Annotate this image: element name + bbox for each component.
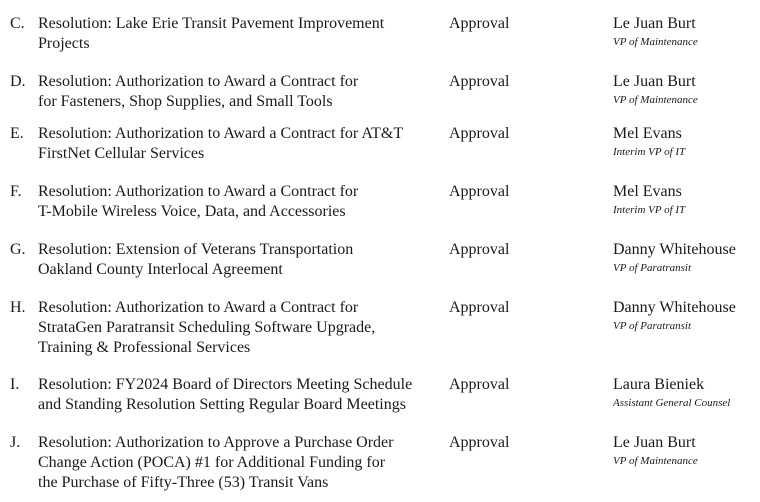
- item-description: [38, 240, 438, 280]
- presenter: [613, 124, 685, 159]
- item-action: Approval: [449, 73, 510, 90]
- presenter-name: Le Juan Burt: [613, 15, 696, 32]
- description-line: T-Mobile Wireless Voice, Data, and Accessories: [38, 203, 346, 220]
- item-letter: C.: [10, 15, 25, 32]
- item-action: Approval: [449, 241, 510, 258]
- presenter-title: Interim VP of IT: [613, 146, 686, 158]
- presenter-title: VP of Paratransit: [613, 262, 692, 274]
- item-action: Approval: [449, 183, 510, 200]
- description-line: Oakland County Interlocal Agreement: [38, 261, 283, 278]
- item-letter: D.: [10, 73, 26, 90]
- description-line: Resolution: Authorization to Award a Contract for AT&T: [38, 125, 404, 142]
- presenter: [613, 298, 736, 333]
- presenter-name: Le Juan Burt: [613, 434, 696, 451]
- item-letter: G.: [10, 241, 26, 258]
- item-letter: I.: [10, 376, 20, 393]
- description-line: Resolution: Authorization to Award a Contract for: [38, 73, 359, 90]
- description-line: Projects: [38, 35, 90, 52]
- presenter-title: VP of Maintenance: [613, 94, 698, 106]
- description-line: Resolution: Authorization to Award a Contract for: [38, 183, 359, 200]
- description-line: Change Action (POCA) #1 for Additional Funding for: [38, 454, 386, 471]
- presenter-title: VP of Maintenance: [613, 36, 698, 48]
- item-description: [38, 124, 438, 164]
- presenter-title: Assistant General Counsel: [613, 397, 731, 409]
- item-letter: J.: [10, 434, 21, 451]
- item-action: Approval: [449, 376, 510, 393]
- item-description: [38, 433, 438, 493]
- description-line: Resolution: Lake Erie Transit Pavement Improvement: [38, 15, 385, 32]
- presenter: [613, 433, 698, 468]
- item-description: [38, 72, 438, 112]
- presenter-title: VP of Maintenance: [613, 455, 698, 467]
- description-line: Training & Professional Services: [38, 339, 251, 356]
- presenter-name: Danny Whitehouse: [613, 241, 736, 258]
- presenter: [613, 375, 730, 410]
- item-description: [38, 375, 438, 415]
- presenter: [613, 72, 698, 107]
- presenter: [613, 182, 685, 217]
- item-action: Approval: [449, 125, 510, 142]
- item-letter: F.: [10, 183, 22, 200]
- item-action: Approval: [449, 434, 510, 451]
- presenter-title: VP of Paratransit: [613, 320, 692, 332]
- item-description: [38, 182, 438, 222]
- item-action: Approval: [449, 299, 510, 316]
- presenter-name: Mel Evans: [613, 125, 682, 142]
- item-description: [38, 298, 438, 358]
- description-line: FirstNet Cellular Services: [38, 145, 205, 162]
- item-action: Approval: [449, 15, 510, 32]
- presenter-title: Interim VP of IT: [613, 204, 686, 216]
- presenter: [613, 14, 698, 49]
- presenter-name: Danny Whitehouse: [613, 299, 736, 316]
- description-line: Resolution: Authorization to Award a Contract for: [38, 299, 359, 316]
- presenter: [613, 240, 736, 275]
- description-line: StrataGen Paratransit Scheduling Software Upgrade,: [38, 319, 376, 336]
- description-line: Resolution: Extension of Veterans Transportation: [38, 241, 354, 258]
- item-description: [38, 14, 438, 54]
- description-line: the Purchase of Fifty-Three (53) Transit Vans: [38, 474, 329, 491]
- description-line: for Fasteners, Shop Supplies, and Small Tools: [38, 93, 333, 110]
- presenter-name: Mel Evans: [613, 183, 682, 200]
- presenter-name: Le Juan Burt: [613, 73, 696, 90]
- description-line: Resolution: FY2024 Board of Directors Meeting Schedule: [38, 376, 413, 393]
- description-line: and Standing Resolution Setting Regular Board Meetings: [38, 396, 406, 413]
- presenter-name: Laura Bieniek: [613, 376, 705, 393]
- item-letter: H.: [10, 299, 26, 316]
- description-line: Resolution: Authorization to Approve a Purchase Order: [38, 434, 394, 451]
- item-letter: E.: [10, 125, 24, 142]
